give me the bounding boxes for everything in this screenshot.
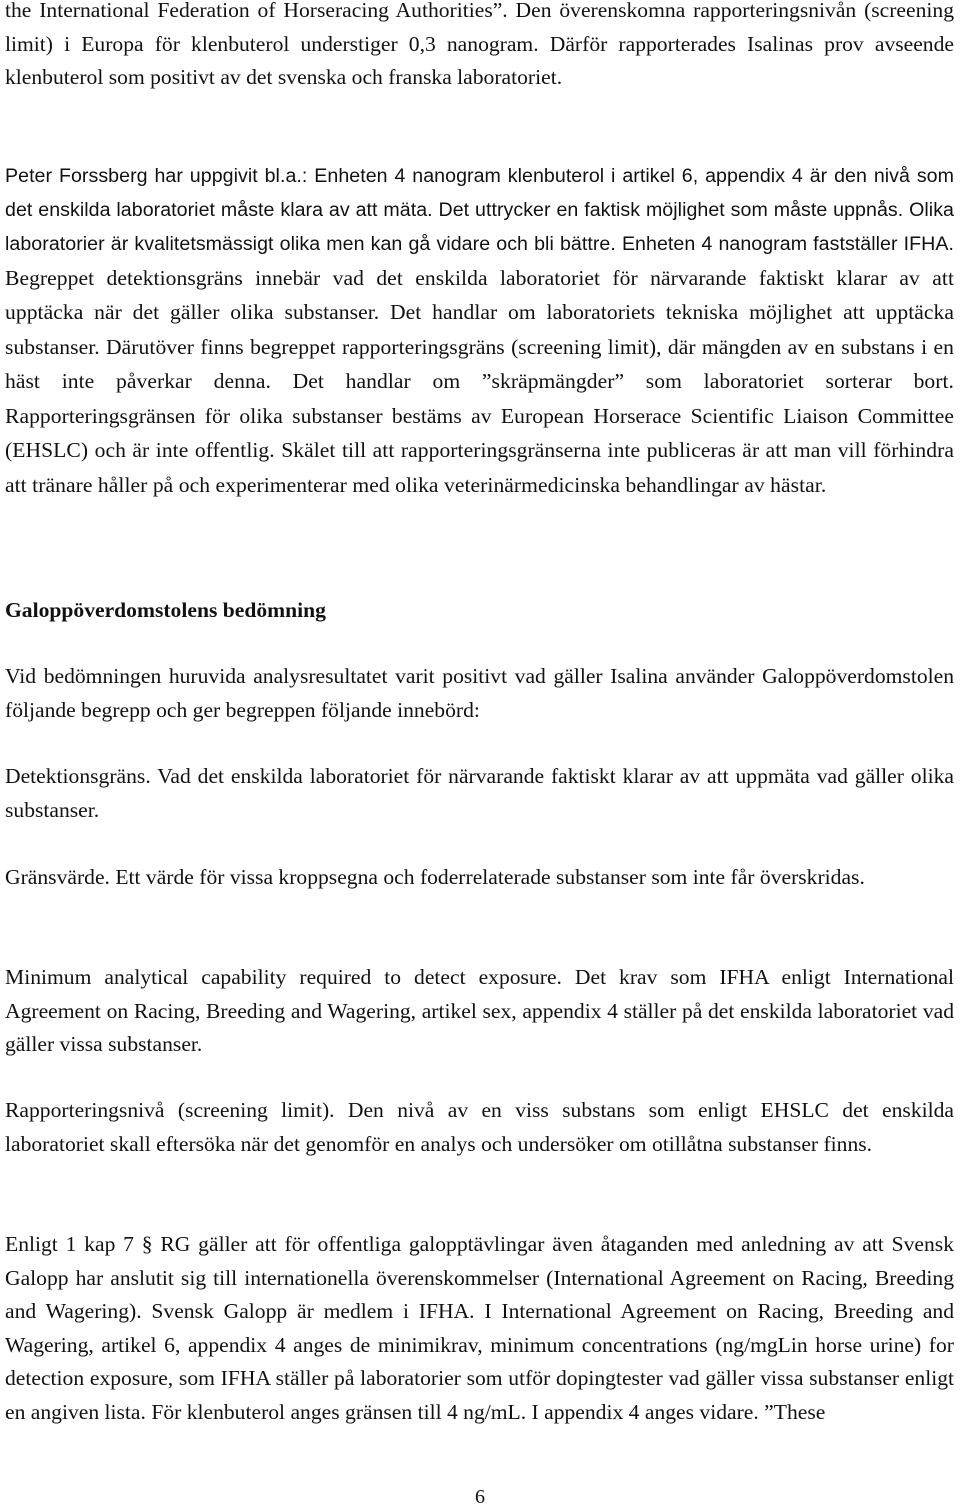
section-heading: Galoppöverdomstolens bedömning [5,598,326,622]
paragraph-ifha-screening: the International Federation of Horseracing Authorities”. Den överenskomna rapporteringsnivån (screening limit) i Europa för klenbuterol understiger 0,3 nanogram. Därför rapporterades Isalinas prov avseende klenbuterol som positivt av det svenska och franska laboratoriet. [5,0,954,89]
paragraph-rapporteringsniva: Rapporteringsnivå (screening limit). Den nivå av en viss substans som enligt EHSLC det enskilda laboratoriet skall eftersöka när det genomför en analys och undersöker om otillåtna substanser finns. [5,1098,954,1156]
paragraph-intro: Vid bedömningen huruvida analysresultatet varit positivt vad gäller Isalina använder Galoppöverdomstolen följande begrepp och ger begreppen följande innebörd: [5,664,954,722]
paragraph-forssberg [5,160,954,503]
paragraph-minimum-capability: Minimum analytical capability required to detect exposure. Det krav som IFHA enligt International Agreement on Racing, Breeding and Wagering, artikel sex, appendix 4 ställer på det enskilda laboratoriet vad gäller vissa substanser. [5,965,954,1056]
paragraph-detektionsgrans: Detektionsgräns. Vad det enskilda laboratoriet för närvarande faktiskt klarar av att uppmäta vad gäller olika substanser. [5,764,954,822]
page-number: 6 [475,1486,485,1508]
paragraph-enligt-rg: Enligt 1 kap 7 § RG gäller att för offentliga galopptävlingar även åtaganden med anledning av att Svensk Galopp har anslutit sig till internationella överenskommelser (International Agreement on Racing, Breeding and Wagering). Svensk Galopp är medlem i IFHA. I International Agreement on Racing, Breeding and Wagering, artikel 6, appendix 4 anges de minimikrav, minimum concentrations (ng/mgLin horse urine) for detection exposure, som IFHA ställer på laboratorier som utför dopingtester vad gäller vissa substanser enligt en angiven lista. För klenbuterol anges gränsen till 4 ng/mL. I appendix 4 anges vidare. ”These [5,1232,954,1424]
paragraph-gransvarde: Gränsvärde. Ett värde för vissa kroppsegna och foderrelaterade substanser som inte får överskridas. [5,865,865,889]
forssberg-statement: Peter Forssberg har uppgivit bl.a.: Enheten 4 nanogram klenbuterol i artikel 6, appendix 4 är den nivå som det enskilda laboratoriet måste klara av att mäta. Det uttrycker en faktisk möjlighet som måste uppnås. Olika laboratorier är kvalitetsmässigt olika men kan gå vidare och bli bättre. Enheten 4 nanogram fastställer IFHA. [5,165,954,255]
forssberg-continuation: Begreppet detektionsgräns innebär vad det enskilda laboratoriet för närvarande faktiskt klarar av att upptäcka när det gäller olika substanser. Det handlar om laboratoriets tekniska möjlighet att upptäcka substanser. Därutöver finns begreppet rapporteringsgräns (screening limit), där mängden av en substans i en häst inte påverkar denna. Det handlar om ”skräpmängder” som laboratoriet sorterar bort. Rapporteringsgränsen för olika substanser bestäms av European Horserace Scientific Liaison Committee (EHSLC) och är inte offentlig. Skälet till att rapporteringsgränserna inte publiceras är att man vill förhindra att tränare håller på och experimenterar med olika veterinärmedicinska behandlingar av hästar. [5,265,954,497]
